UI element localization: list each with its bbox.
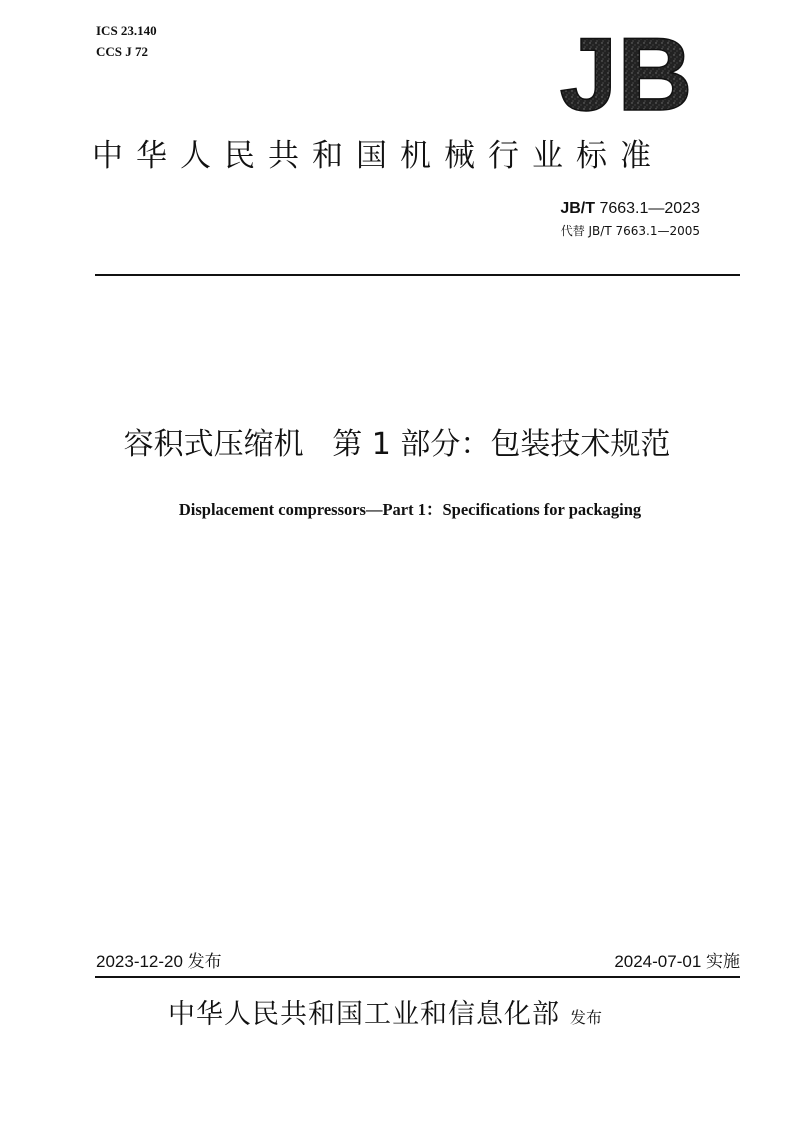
implementation-date: 2024-07-01 实施 <box>614 952 740 971</box>
header-divider <box>95 274 740 276</box>
publish-label: 发布 <box>570 1008 603 1027</box>
industry-standard-title: 中华人民共和国机械行业标准 <box>92 138 664 174</box>
issuing-authority <box>168 993 602 1041</box>
standard-number <box>560 198 700 220</box>
ics-code: ICS 23.140 <box>96 23 157 38</box>
issue-date: 2023-12-20 发布 <box>96 952 222 971</box>
svg-text:JB: JB <box>559 30 693 114</box>
title-chinese: 容积式压缩机 第 1 部分：包装技术规范 <box>123 427 671 462</box>
standard-prefix: JB/T <box>560 200 596 217</box>
title-english: Displacement compressors—Part 1：Specifications for packaging <box>178 500 642 519</box>
ministry-name: 中华人民共和国工业和信息化部 <box>168 999 560 1030</box>
replaces-standard: 代替 JB/T 7663.1—2005 <box>560 224 700 238</box>
jb-logo <box>553 30 699 114</box>
ccs-code: CCS J 72 <box>96 44 149 59</box>
classification-codes <box>96 20 157 62</box>
standard-code: 7663.1—2023 <box>595 200 700 217</box>
footer-divider <box>95 976 740 978</box>
